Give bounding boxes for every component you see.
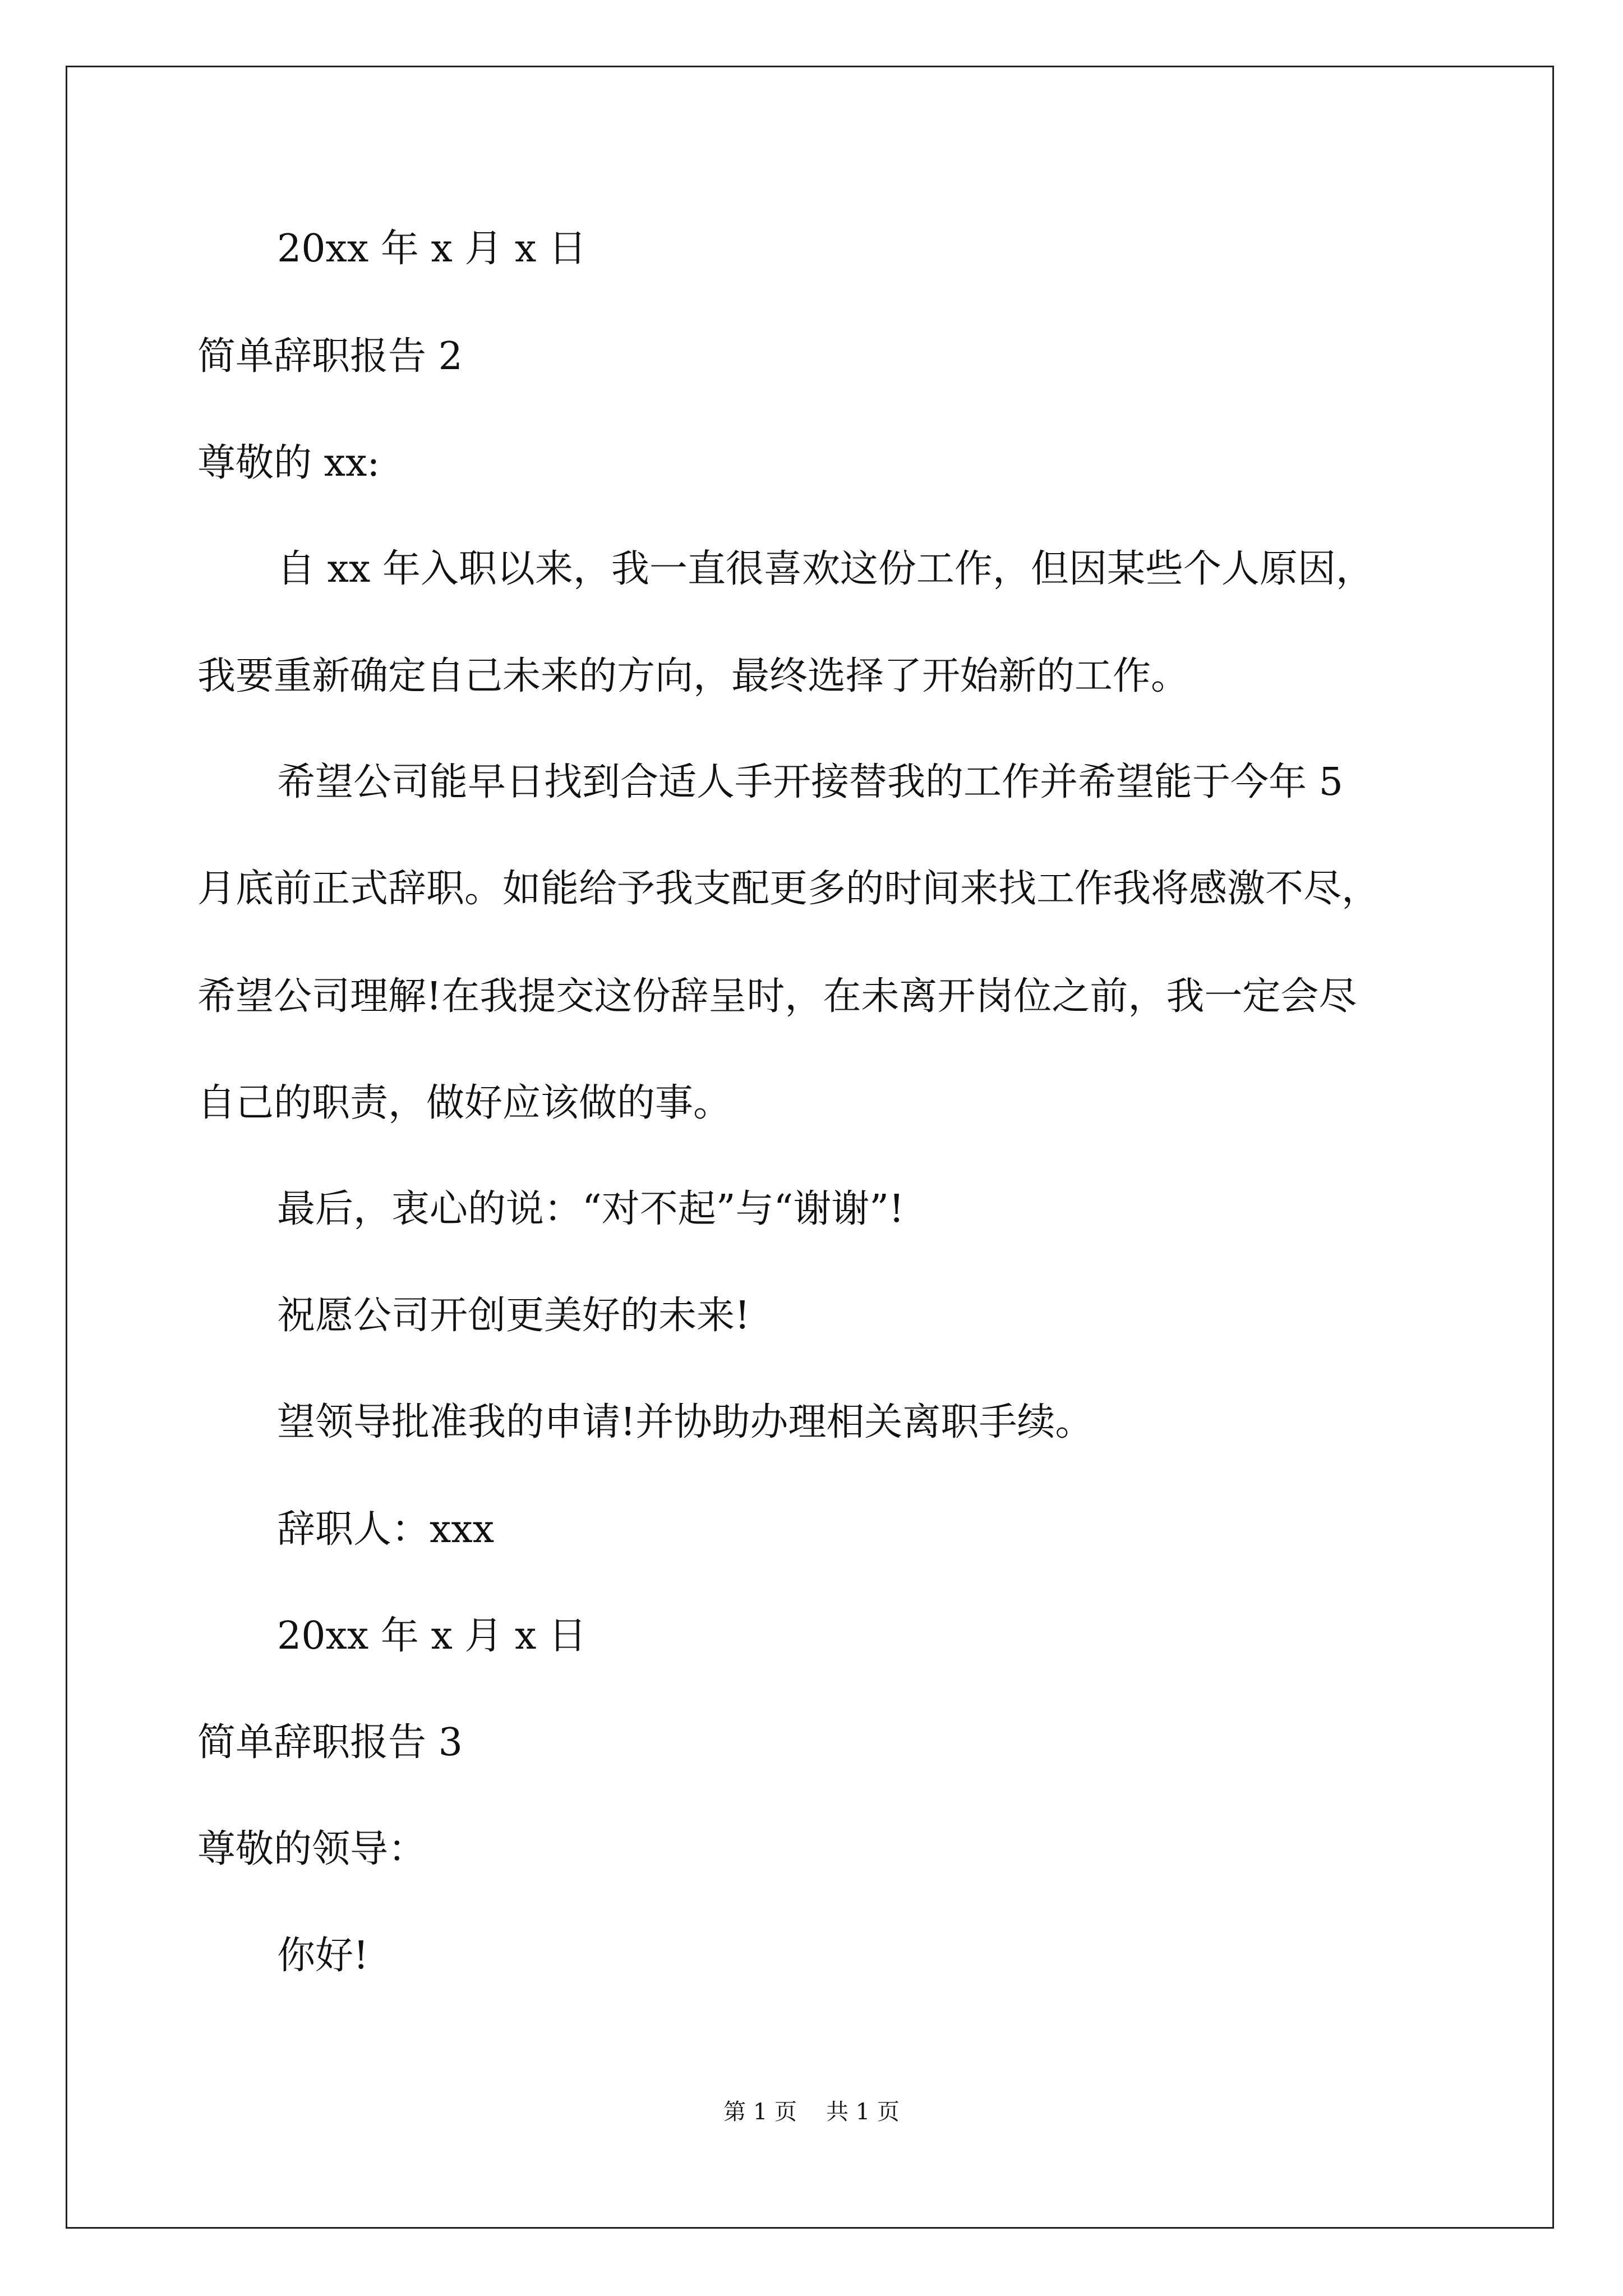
body-paragraph-line: 月底前正式辞职。如能给予我支配更多的时间来找工作我将感激不尽， (197, 867, 1380, 911)
page-number: 第 1 页 (723, 2099, 797, 2125)
body-paragraph-line: 希望公司理解!在我提交这份辞呈时，在未离开岗位之前，我一定会尽 (197, 974, 1357, 1019)
salutation: 尊敬的 xx: (197, 441, 380, 485)
greeting-line: 你好! (277, 1934, 369, 1978)
closing-line: 望领导批准我的申请!并协助办理相关离职手续。 (277, 1400, 1094, 1444)
body-paragraph-line: 自 xx 年入职以来，我一直很喜欢这份工作，但因某些个人原因， (277, 547, 1374, 591)
body-paragraph-line: 自己的职责，做好应该做的事。 (197, 1081, 732, 1125)
section-title-2: 简单辞职报告 2 (197, 334, 463, 379)
body-paragraph-line: 我要重新确定自己未来的方向，最终选择了开始新的工作。 (197, 654, 1189, 698)
closing-line: 最后，衷心的说：“对不起”与“谢谢”! (277, 1187, 905, 1231)
date-line: 20xx 年 x 月 x 日 (277, 1614, 587, 1658)
section-title-3: 简单辞职报告 3 (197, 1720, 463, 1765)
page-footer (0, 2098, 1623, 2126)
closing-line: 祝愿公司开创更美好的未来! (277, 1294, 750, 1338)
date-line: 20xx 年 x 月 x 日 (277, 227, 587, 271)
page-border (66, 66, 1554, 2229)
salutation: 尊敬的领导： (197, 1827, 427, 1871)
body-paragraph-line: 希望公司能早日找到合适人手开接替我的工作并希望能于今年 5 (277, 760, 1343, 804)
signature-line: 辞职人：xxx (277, 1507, 495, 1552)
page-total: 共 1 页 (826, 2099, 900, 2125)
